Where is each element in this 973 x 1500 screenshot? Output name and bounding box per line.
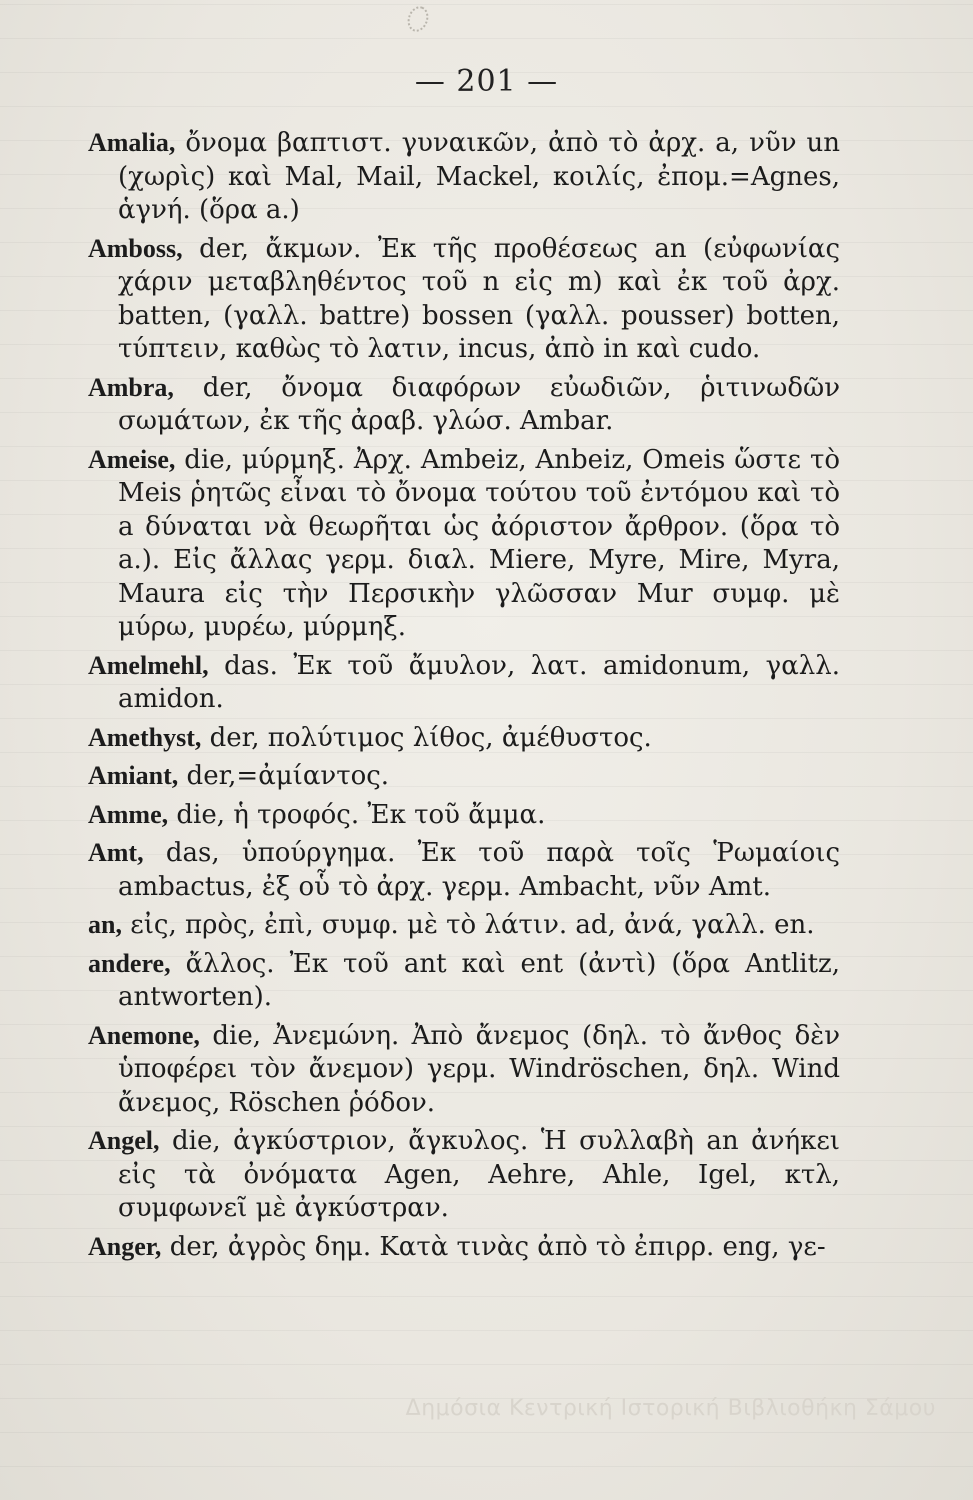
entry-text: die, μύρμηξ. Ἀρχ. Ambeiz, Anbeiz, Omeis ὥστε τὸ Meis ῥητῶς εἶναι τὸ ὄνομα τούτου τοῦ ἐντόμου καὶ τὸ a δύναται νὰ θεωρῆται ὡς ἀόριστον ἄρθρον. (ὅρα τὸ a.). Εἰς ἄλλας γερμ. διαλ. Miere, Myre, Mire, Myra, Maura εἰς τὴν Περσικὴν γλῶσσαν Mur συμφ. μὲ μύρω, μυρέω, μύρμηξ. <box>118 444 841 642</box>
dictionary-entry <box>88 798 840 833</box>
entry-text: der, ὄνομα διαφόρων εὐωδιῶν, ῥιτινωδῶν σωμάτων, ἐκ τῆς ἀραβ. γλώσ. Ambar. <box>118 372 840 436</box>
entry-headword: Anemone, <box>88 1020 200 1050</box>
entry-headword: Amiant, <box>88 761 179 790</box>
library-watermark: Δημόσια Κεντρική Ιστορική Βιβλιοθήκη Σάμου <box>405 1396 936 1421</box>
entry-headword: Amme, <box>88 799 169 829</box>
entry-headword: Amelmehl, <box>88 650 209 680</box>
dictionary-entry <box>88 371 840 439</box>
entry-headword: andere, <box>88 948 171 978</box>
entry-headword: Amboss, <box>88 233 183 263</box>
entry-text: der, ἄκμων. Ἐκ τῆς προθέσεως an (εὐφωνίας χάριν μεταβληθέντος τοῦ n εἰς m) καὶ ἐκ τοῦ ἀρχ. batten, (γαλλ. battre) bossen (γαλλ. pousser) botten, τύπτειν, καθὼς τὸ λατιν, incus, ἀπὸ in καὶ cudo. <box>118 233 841 364</box>
library-stamp-mark <box>404 3 432 34</box>
entry-text: εἰς, πρὸς, ἐπὶ, συμφ. μὲ τὸ λάτιν. ad, ἀνά, γαλλ. en. <box>130 910 815 940</box>
entry-text: ἄλλος. Ἐκ τοῦ ant καὶ ent (ἀντὶ) (ὅρα Antlitz, antworten). <box>118 948 840 1012</box>
dictionary-entry <box>88 721 840 756</box>
dictionary-entry <box>88 126 840 228</box>
entry-text: das. Ἐκ τοῦ ἄμυλον, λατ. amidonum, γαλλ. amidon. <box>118 650 841 714</box>
entry-text: der,=ἀμίαντος. <box>186 761 390 791</box>
dictionary-entries <box>88 126 840 1268</box>
dictionary-entry <box>88 947 840 1015</box>
dictionary-entry <box>88 1124 840 1226</box>
dictionary-entry <box>88 232 840 367</box>
dictionary-entry <box>88 1230 840 1265</box>
entry-headword: Ambra, <box>88 372 174 402</box>
entry-text: der, ἀγρὸς δημ. Κατὰ τινὰς ἀπὸ τὸ ἐπιρρ. eng, γε- <box>169 1231 826 1262</box>
entry-headword: an, <box>88 910 122 939</box>
entry-text: das, ὑπούργημα. Ἐκ τοῦ παρὰ τοῖς Ῥωμαίοις ambactus, ἐξ οὗ τὸ ἀρχ. γερμ. Ambacht, νῦν Amt. <box>118 838 840 902</box>
entry-text: die, ἡ τροφός. Ἐκ τοῦ ἄμμα. <box>176 799 546 830</box>
entry-headword: Amethyst, <box>88 722 202 752</box>
entry-headword: Angel, <box>88 1126 160 1155</box>
dictionary-entry <box>88 908 840 943</box>
dictionary-entry <box>88 443 840 645</box>
entry-headword: Amalia, <box>88 128 176 157</box>
dictionary-entry <box>88 759 840 794</box>
entry-text: die, ἀγκύστριον, ἄγκυλος. Ἡ συλλαβὴ an ἀνήκει εἰς τὰ ὀνόματα Agen, Aehre, Ahle, Igel, κτλ, συμφωνεῖ μὲ ἀγκύστραν. <box>118 1126 840 1223</box>
entry-headword: Ameise, <box>88 444 176 474</box>
entry-text: die, Ἀνεμώνη. Ἀπὸ ἄνεμος (δηλ. τὸ ἄνθος δὲν ὑποφέρει τὸν ἄνεμον) γερμ. Windröschen, δηλ. Wind ἄνεμος, Röschen ῥόδον. <box>118 1020 841 1118</box>
dictionary-entry <box>88 836 840 904</box>
entry-headword: Anger, <box>88 1231 162 1261</box>
entry-text: ὄνομα βαπτιστ. γυναικῶν, ἀπὸ τὸ ἀρχ. a, νῦν un (χωρὶς) καὶ Mal, Mail, Mackel, κοιλίς, ἐπομ.=Agnes, ἁγνή. (ὅρα a.) <box>118 128 840 225</box>
dictionary-entry <box>88 649 840 717</box>
entry-text: der, πολύτιμος λίθος, ἀμέθυστος. <box>209 722 652 753</box>
entry-headword: Amt, <box>88 838 144 867</box>
dictionary-entry <box>88 1019 840 1121</box>
page-number: — 201 — <box>414 64 559 99</box>
